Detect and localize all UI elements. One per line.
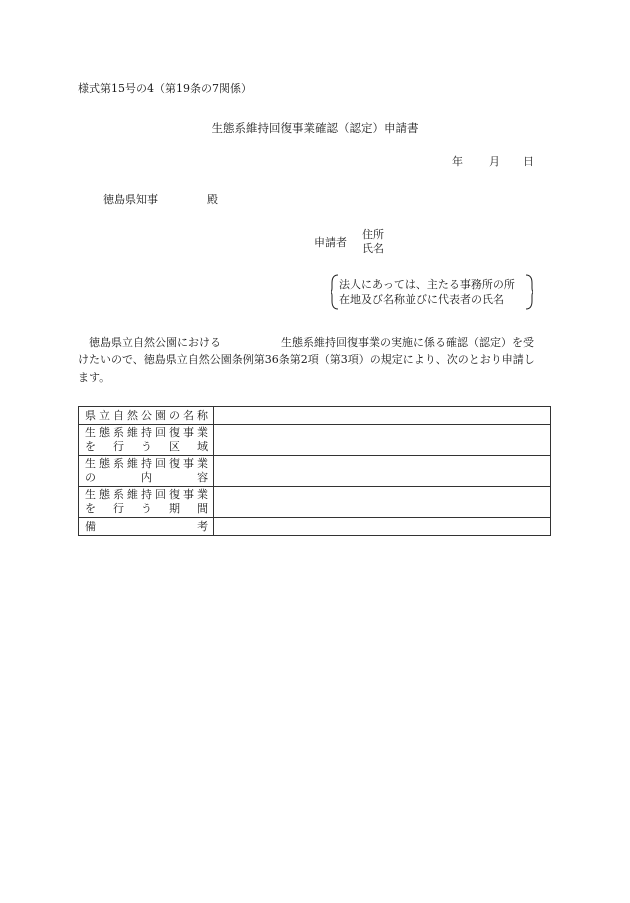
label-char: 系 [113, 457, 124, 470]
label-chars [85, 457, 208, 471]
label-char: 行 [113, 440, 125, 453]
label-char: 事 [183, 457, 194, 470]
label-char: 称 [197, 408, 208, 422]
honorific: 殿 [207, 193, 218, 206]
label-period [79, 487, 214, 518]
name-label: 氏名 [362, 242, 384, 255]
label-char: 持 [141, 488, 152, 501]
value-remarks[interactable] [214, 518, 551, 536]
label-char: 内 [141, 471, 153, 484]
label-char: 態 [99, 426, 110, 439]
label-char: 系 [113, 426, 124, 439]
label-char: 事 [183, 426, 194, 439]
label-char: 態 [99, 488, 110, 501]
value-park-name[interactable] [214, 407, 551, 425]
label-char: を [85, 440, 96, 453]
label-char: 業 [197, 426, 208, 439]
label-char: 公 [141, 408, 152, 422]
label-char: 復 [169, 488, 180, 501]
label-char: 態 [99, 457, 110, 470]
form-number: 様式第15号の4（第19条の7関係） [78, 82, 252, 95]
label-char: 域 [197, 440, 209, 453]
document-title: 生態系維持回復事業確認（認定）申請書 [211, 121, 419, 135]
date-day: 日 [523, 155, 534, 168]
label-char: 備 [85, 519, 96, 533]
applicant-label: 申請者 [314, 236, 347, 249]
label-char: 業 [197, 457, 208, 470]
label-char: 園 [155, 408, 166, 422]
label-char: 自 [113, 408, 124, 422]
label-char: 回 [155, 488, 166, 501]
value-area[interactable] [214, 425, 551, 456]
label-char: 復 [169, 426, 180, 439]
label-char: 期 [169, 502, 181, 515]
label-char: 間 [197, 502, 209, 515]
label-char: 持 [141, 426, 152, 439]
body-line-3: ます。 [78, 371, 111, 384]
label-char: の [85, 471, 96, 484]
note-line-1: 法人にあっては、主たる事務所の所 [339, 278, 515, 291]
label-chars [85, 409, 208, 423]
label-char: 名 [183, 408, 194, 422]
date-month: 月 [489, 155, 500, 168]
label-char: 業 [197, 488, 208, 501]
label-char: 生 [85, 426, 96, 439]
application-table [78, 406, 551, 536]
value-content[interactable] [214, 456, 551, 487]
address-label: 住所 [362, 228, 384, 241]
label-char: う [141, 440, 153, 453]
label-char: 回 [155, 426, 166, 439]
label-chars [85, 471, 208, 485]
body-line-1 [78, 334, 554, 351]
label-char: 維 [127, 488, 138, 501]
body-line-2: けたいので、徳島県立自然公園条例第36条第2項（第3項）の規定により、次のとおり申請し [78, 353, 535, 366]
label-char: 区 [169, 440, 181, 453]
body-line-1b: 生態系維持回復事業の実施に係る確認（認定）を受 [281, 336, 534, 349]
label-area [79, 425, 214, 456]
label-char: 持 [141, 457, 152, 470]
label-chars [85, 502, 208, 516]
label-char: 行 [113, 502, 125, 515]
label-char: 維 [127, 426, 138, 439]
label-chars [85, 488, 208, 502]
label-char: 容 [197, 471, 209, 484]
addressee: 徳島県知事 [103, 193, 158, 206]
note-line-2: 在地及び名称並びに代表者の氏名 [339, 293, 504, 306]
label-chars [85, 520, 208, 534]
label-char: 系 [113, 488, 124, 501]
body-line-1a: 徳島県立自然公園における [89, 336, 221, 349]
label-char: 生 [85, 488, 96, 501]
label-remarks [79, 518, 214, 536]
label-char: の [169, 408, 180, 422]
date-year: 年 [452, 155, 463, 168]
label-char: 県 [85, 408, 96, 422]
label-char: 立 [99, 408, 110, 422]
label-char: 考 [197, 519, 209, 533]
label-char: う [141, 502, 153, 515]
label-char: 維 [127, 457, 138, 470]
label-char: 事 [183, 488, 194, 501]
label-char: 復 [169, 457, 180, 470]
value-period[interactable] [214, 487, 551, 518]
label-chars [85, 440, 208, 454]
corporate-note [331, 274, 533, 310]
label-char: 然 [127, 408, 138, 422]
label-char: 生 [85, 457, 96, 470]
label-park-name [79, 407, 214, 425]
label-chars [85, 426, 208, 440]
label-char: 回 [155, 457, 166, 470]
label-content [79, 456, 214, 487]
label-char: を [85, 502, 96, 515]
